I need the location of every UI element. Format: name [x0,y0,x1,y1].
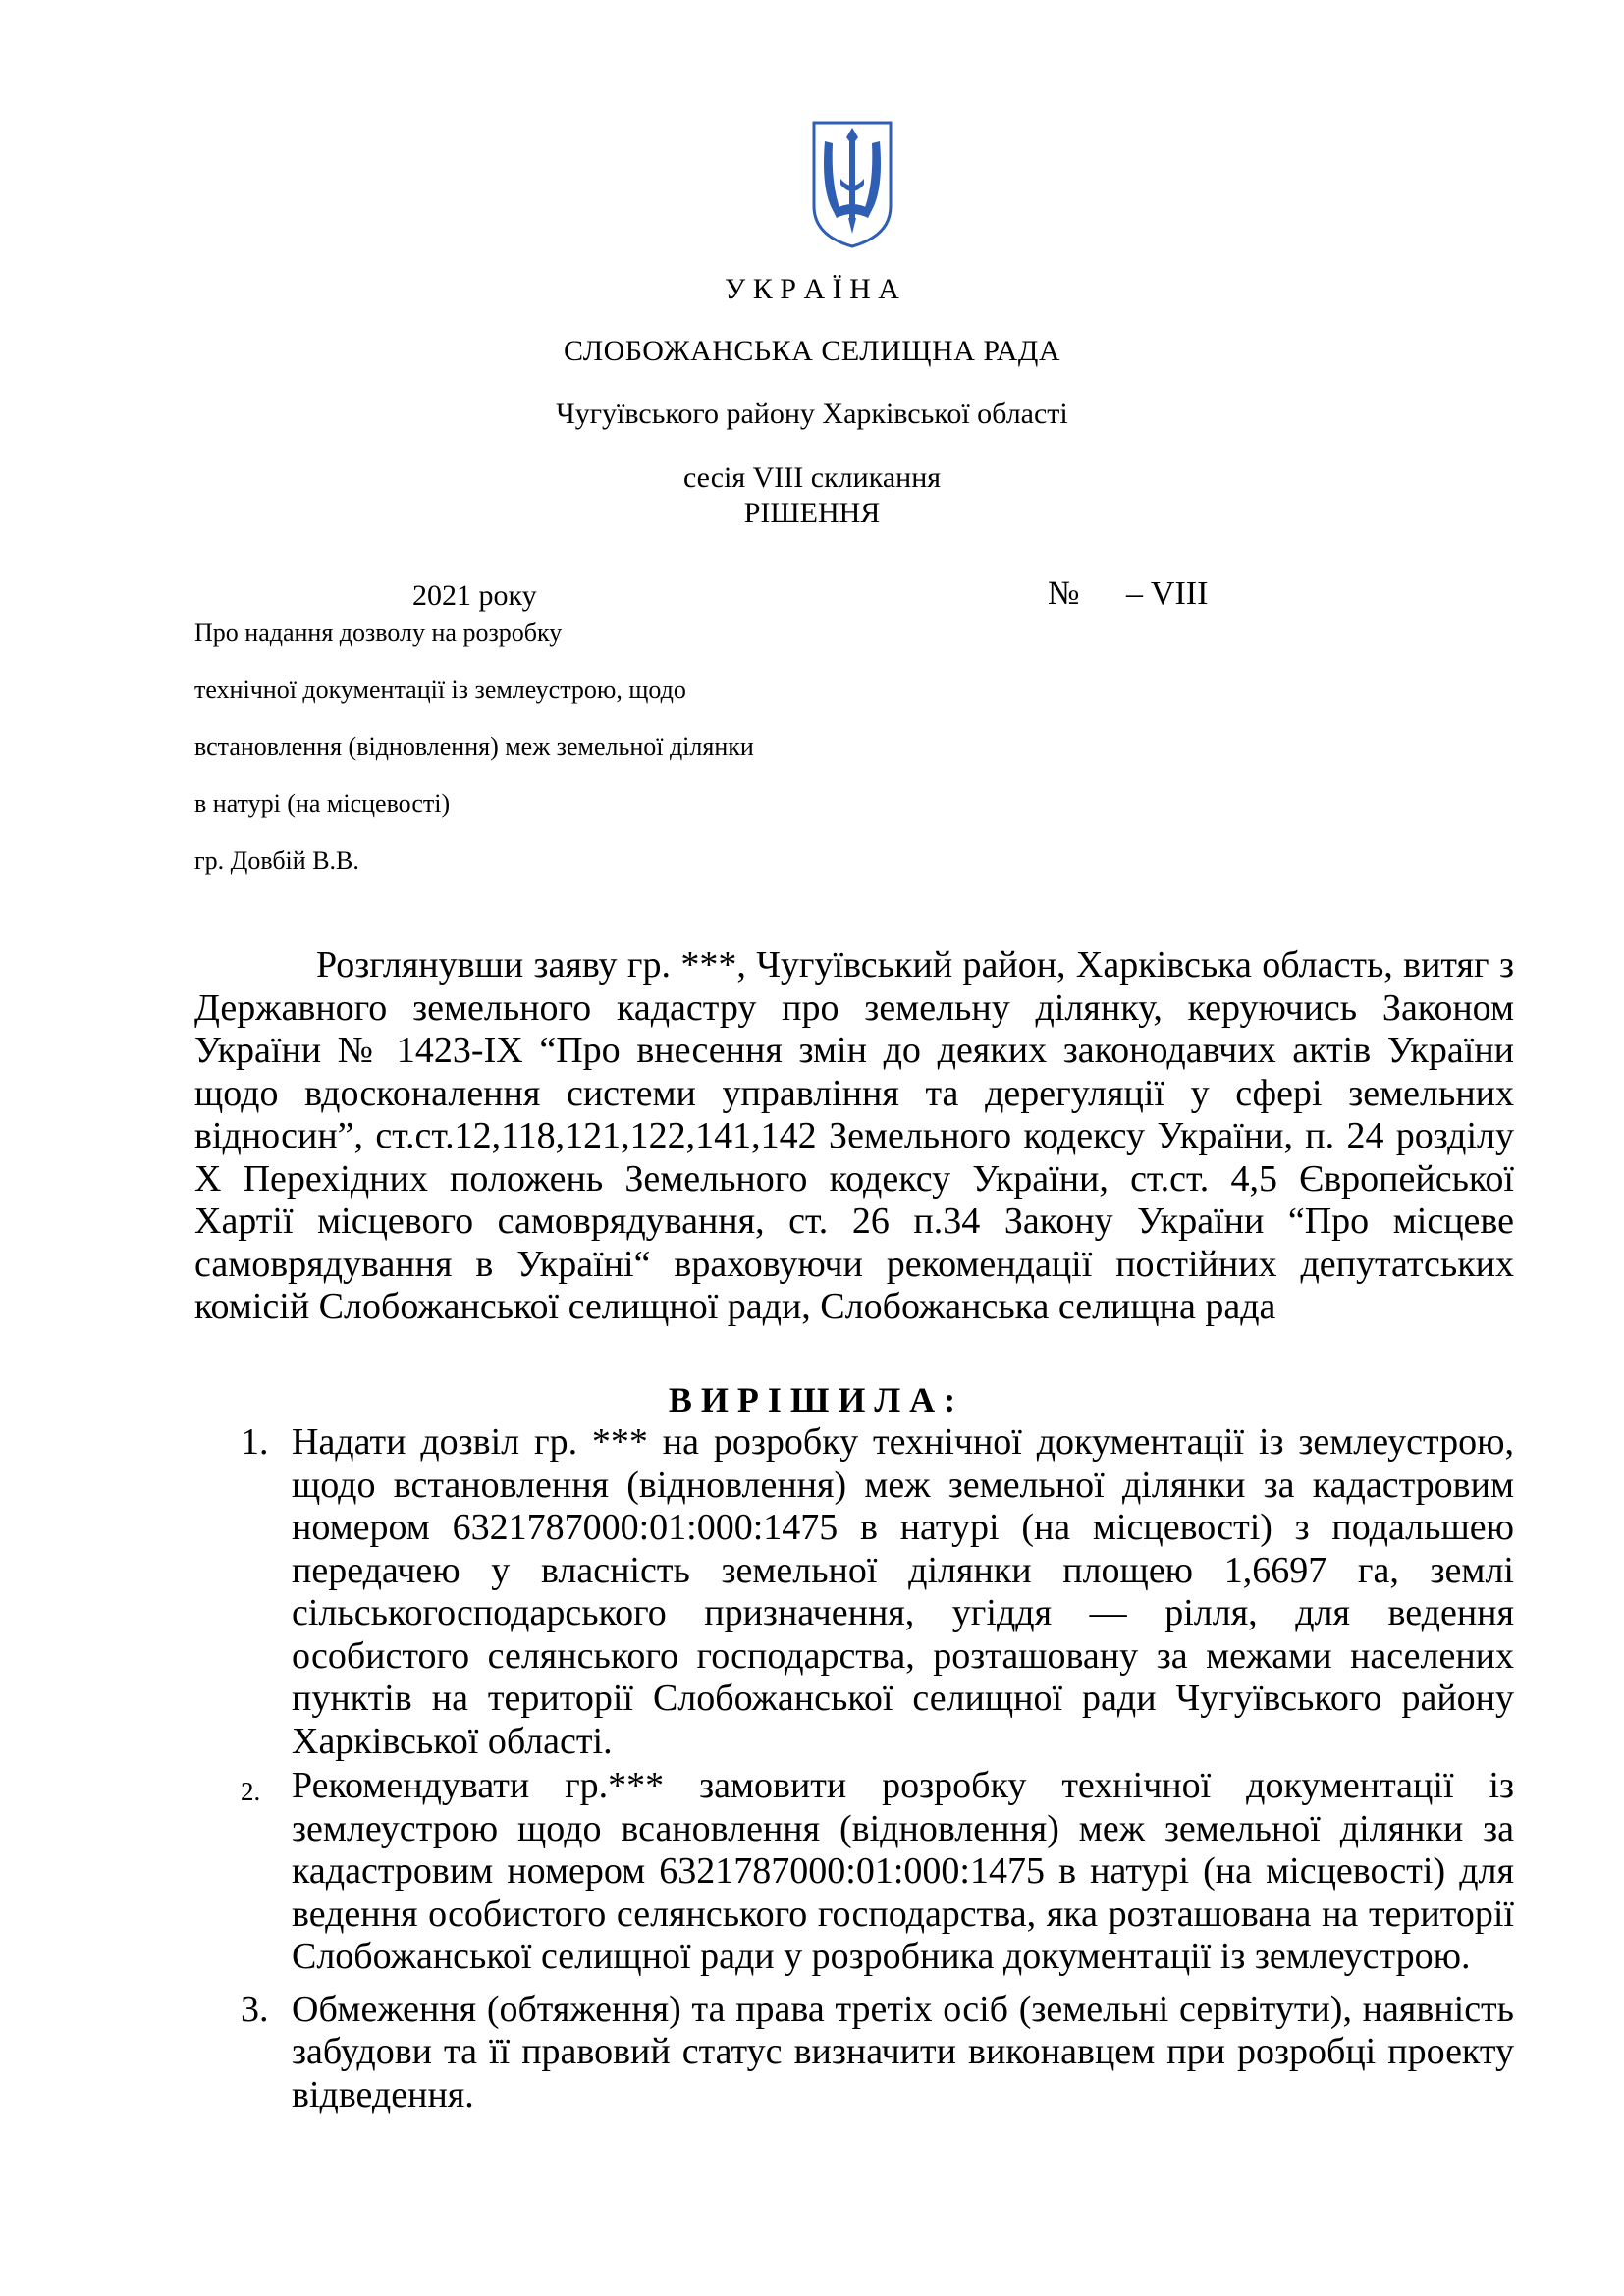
session-line: сесія VIII скликання [682,461,942,494]
document-type: РІШЕННЯ [743,497,881,529]
item-number: 1. [241,1421,269,1463]
preamble-paragraph: Розглянувши заяву гр. ***, Чугуївський район, Харківська область, витяг з Державного земельного кадастру про земельну ділянку, керуючись Законом України № 1423-IX “Про внесення змін до деяких законодавчих актів України щодо вдосконалення системи управління та дерегуляції у сфері земельних відносин”, ст.ст.12,118,121,122,141,142 Земельного кодексу України, п. 24 розділу X Перехідних положень Земельного кодексу України, ст.ст. 4,5 Європейської Хартії місцевого самоврядування, ст. 26 п.34 Закону України “Про місцеве самоврядування в Україні“ враховуючи рекомендації постійних депутатських комісій Слобожанської селищної ради, Слобожанська селищна рада [194,944,1514,1327]
resolved-heading: В И Р І Ш И Л А : [668,1380,956,1419]
decision-item [241,1765,1514,1979]
coat-of-arms-emblem [811,120,893,249]
subject-line-3: встановлення (відновлення) меж земельної ділянки [194,732,754,761]
country-title: У К Р А Ї Н А [725,273,899,305]
district-line: Чугуївського району Харківської області [556,398,1068,430]
decision-items [241,1421,1514,2116]
item-text: Надати дозвіл гр. *** на розробку технічної документації із землеустрою, щодо встановлення (відновлення) меж земельної ділянки за кадастровим номером 6321787000:01:000:1475 в натурі (на місцевості) з подальшею передачею у власність земельної ділянки площею 1,6697 га, землі сільськогосподарського призначення, угіддя — рілля, для ведення особистого селянського господарства, розташовану за межами населених пунктів на території Слобожанської селищної ради Чугуївського району Харківської області. [292,1421,1514,1762]
decision-item [241,1421,1514,1763]
decision-date: 2021 року [412,579,537,612]
item-number: 3. [241,1988,269,2030]
decision-item [241,1989,1514,2117]
item-text: Обмеження (обтяження) та права третіх осіб (земельні сервітути), наявність забудови та її правовий статус визначити виконавцем при розробці проекту відведення. [292,1988,1514,2115]
subject-line-2: технічної документації із землеустрою, щодо [194,675,686,704]
decision-number-suffix: – VIII [1126,575,1209,612]
subject-line-5: гр. Довбій В.В. [194,846,359,875]
subject-line-1: Про надання дозволу на розробку [194,618,563,647]
decision-number-sign: № [1048,575,1080,612]
council-name: СЛОБОЖАНСЬКА СЕЛИЩНА РАДА [563,335,1061,367]
subject-line-4: в натурі (на місцевості) [194,789,451,818]
item-number: 2. [241,1777,261,1806]
item-text: Рекомендувати гр.*** замовити розробку технічної документації із землеустрою щодо всановлення (відновлення) меж земельної ділянки за кадастровим номером 6321787000:01:000:1475 в натурі (на місцевості) для ведення особистого селянського господарства, яка розташована на території Слобожанської селищної ради у розробника документації із землеустрою. [292,1765,1514,1977]
